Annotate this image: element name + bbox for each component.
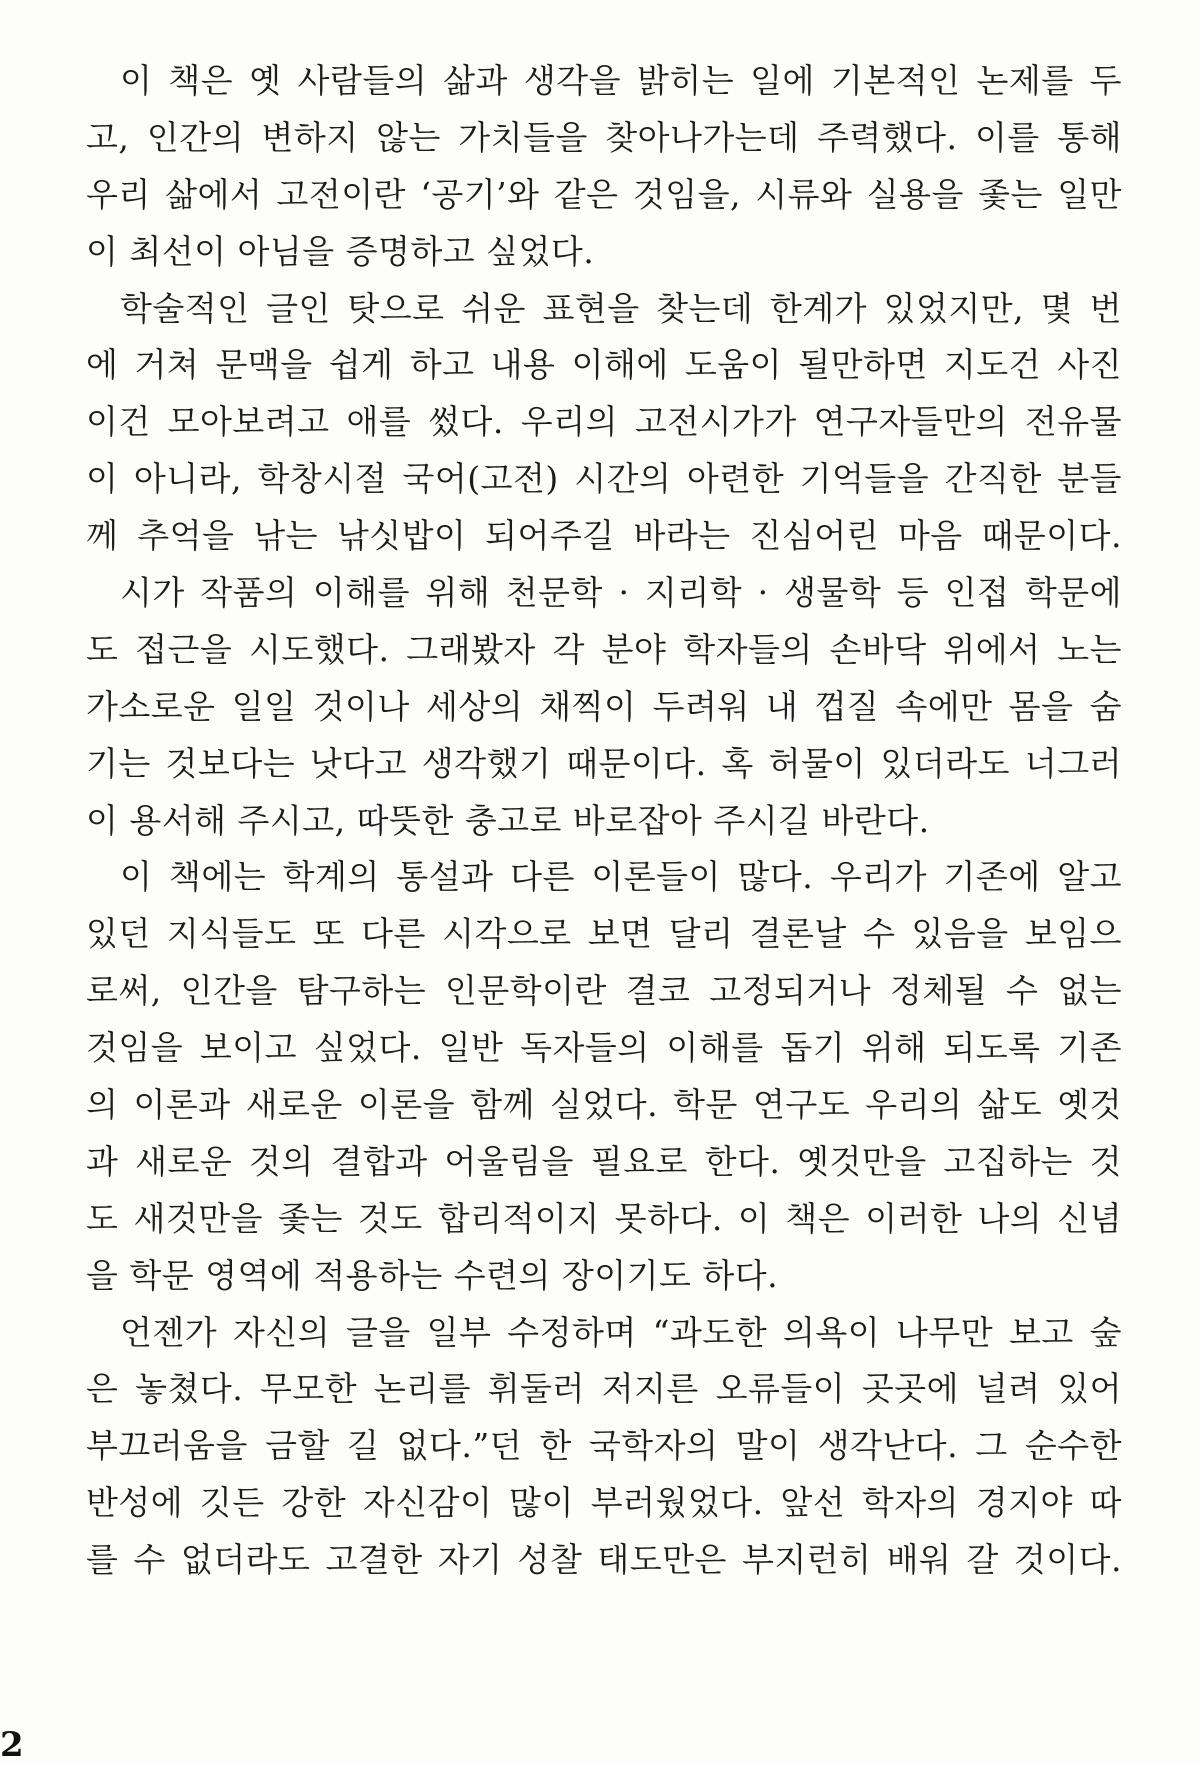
- page-number: 2: [0, 1725, 24, 1765]
- text-line: 있던 지식들도 또 다른 시각으로 보면 달리 결론날 수 있음을 보임으: [86, 914, 1122, 954]
- text-line: 를 수 없더라도 고결한 자기 성찰 태도만은 부지런히 배워 갈 것이다.: [86, 1540, 1122, 1580]
- preface-text-block: [86, 53, 1122, 1589]
- text-line: 이 책에는 학계의 통설과 다른 이론들이 많다. 우리가 기존에 알고: [120, 857, 1122, 897]
- paragraph-4: [86, 849, 1122, 1304]
- text-line: 이 책은 옛 사람들의 삶과 생각을 밝히는 일에 기본적인 논제를 두: [120, 61, 1122, 100]
- text-line: 을 학문 영역에 적용하는 수련의 장이기도 하다.: [86, 1255, 779, 1295]
- text-line: 은 놓쳤다. 무모한 논리를 휘둘러 저지른 오류들이 곳곳에 널려 있어: [86, 1369, 1122, 1409]
- text-line: 시가 작품의 이해를 위해 천문학 · 지리학 · 생물학 등 인접 학문에: [120, 573, 1122, 613]
- text-line: 도 새것만을 좇는 것도 합리적이지 못하다. 이 책은 이러한 나의 신념: [86, 1198, 1122, 1238]
- text-line: 에 거쳐 문맥을 쉽게 하고 내용 이해에 도움이 될만하면 지도건 사진: [86, 345, 1122, 385]
- text-line: 학술적인 글인 탓으로 쉬운 표현을 찾는데 한계가 있었지만, 몇 번: [120, 288, 1122, 328]
- text-line: 언젠가 자신의 글을 일부 수정하며 “과도한 의욕이 나무만 보고 숲: [120, 1312, 1122, 1352]
- paragraph-5: [86, 1305, 1122, 1589]
- text-line: 기는 것보다는 낫다고 생각했기 때문이다. 혹 허물이 있더라도 너그러: [86, 743, 1122, 783]
- text-line: 반성에 깃든 강한 자신감이 많이 부러웠었다. 앞선 학자의 경지야 따: [86, 1483, 1122, 1523]
- text-line: 고, 인간의 변하지 않는 가치들을 찾아나가는데 주력했다. 이를 통해: [86, 117, 1122, 157]
- paragraph-1: [86, 53, 1122, 281]
- text-line: 의 이론과 새로운 이론을 함께 실었다. 학문 연구도 우리의 삶도 옛것: [86, 1085, 1122, 1125]
- paragraph-2: [86, 281, 1122, 565]
- text-line: 께 추억을 낚는 낚싯밥이 되어주길 바라는 진심어린 마음 때문이다.: [86, 516, 1122, 556]
- text-line: 이 최선이 아님을 증명하고 싶었다.: [86, 231, 595, 271]
- text-line: 가소로운 일일 것이나 세상의 채찍이 두려워 내 껍질 속에만 몸을 숨: [86, 686, 1122, 726]
- text-line: 것임을 보이고 싶었다. 일반 독자들의 이해를 돕기 위해 되도록 기존: [86, 1028, 1122, 1068]
- text-line: 부끄러움을 금할 길 없다.”던 한 국학자의 말이 생각난다. 그 순수한: [86, 1426, 1122, 1466]
- text-line: 로써, 인간을 탐구하는 인문학이란 결코 고정되거나 정체될 수 없는: [86, 971, 1122, 1011]
- paragraph-3: [86, 565, 1122, 849]
- text-line: 우리 삶에서 고전이란 ‘공기’와 같은 것임을, 시류와 실용을 좇는 일만: [86, 174, 1122, 214]
- text-line: 과 새로운 것의 결합과 어울림을 필요로 한다. 옛것만을 고집하는 것: [86, 1141, 1122, 1181]
- text-line: 이건 모아보려고 애를 썼다. 우리의 고전시가가 연구자들만의 전유물: [86, 402, 1122, 442]
- text-line: 이 용서해 주시고, 따뜻한 충고로 바로잡아 주시길 바란다.: [86, 800, 930, 840]
- text-line: 이 아니라, 학창시절 국어(고전) 시간의 아련한 기억들을 간직한 분들: [86, 459, 1122, 499]
- text-line: 도 접근을 시도했다. 그래봤자 각 분야 학자들의 손바닥 위에서 노는: [86, 629, 1122, 669]
